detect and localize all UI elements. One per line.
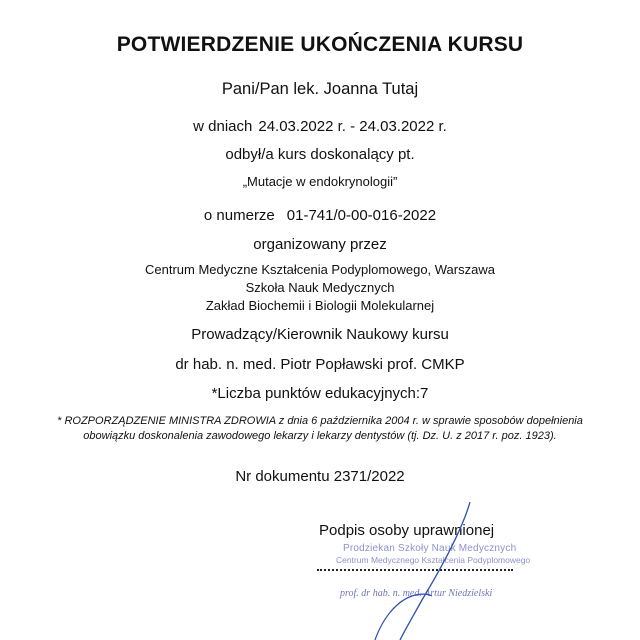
stamp-line: Prodziekan Szkoły Nauk Medycznych	[343, 543, 517, 554]
organizer-line: Zakład Biochemii i Biologii Molekularnej	[205, 298, 435, 313]
document-number: Nr dokumentu 2371/2022	[235, 468, 405, 485]
regulation-note: * ROZPORZĄDZENIE MINISTRA ZDROWIA z dnia 6 października 2004 r. w sprawie sposobów dopełnienia obowiązku doskonalenia zawodowego lekarzy i lekarzy dentystów (tj. Dz. U. z 2017 r. poz. 1923).	[57, 415, 583, 442]
organized-by-label: organizowany przez	[253, 236, 387, 253]
number-label: o numerze	[203, 207, 275, 224]
course-type: odbył/a kurs doskonalący pt.	[225, 146, 415, 163]
number-value: 01-741/0-00-016-2022	[286, 207, 437, 224]
course-title: „Mutacje w endokrynologii”	[242, 174, 398, 189]
education-points: *Liczba punktów edukacyjnych:7	[211, 385, 429, 402]
recipient-name: Pani/Pan lek. Joanna Tutaj	[221, 80, 419, 98]
dates-label: w dniach	[193, 118, 253, 135]
organizer-line: Centrum Medyczne Kształcenia Podyplomowego, Warszawa	[145, 262, 495, 277]
signature-label: Podpis osoby uprawnionej	[319, 522, 495, 539]
stamp-name: prof. dr hab. n. med. Artur Niedzielski	[340, 588, 493, 599]
leader-label: Prowadzący/Kierownik Naukowy kursu	[191, 326, 449, 343]
dates-value: 24.03.2022 r. - 24.03.2022 r.	[258, 118, 447, 135]
organizer-line: Szkoła Nauk Medycznych	[245, 280, 395, 295]
document-title: POTWIERDZENIE UKOŃCZENIA KURSU	[116, 33, 524, 56]
stamp-line: Centrum Medycznego Kształcenia Podyplomowego	[336, 555, 531, 565]
leader-name: dr hab. n. med. Piotr Popławski prof. CMKP	[175, 356, 465, 373]
